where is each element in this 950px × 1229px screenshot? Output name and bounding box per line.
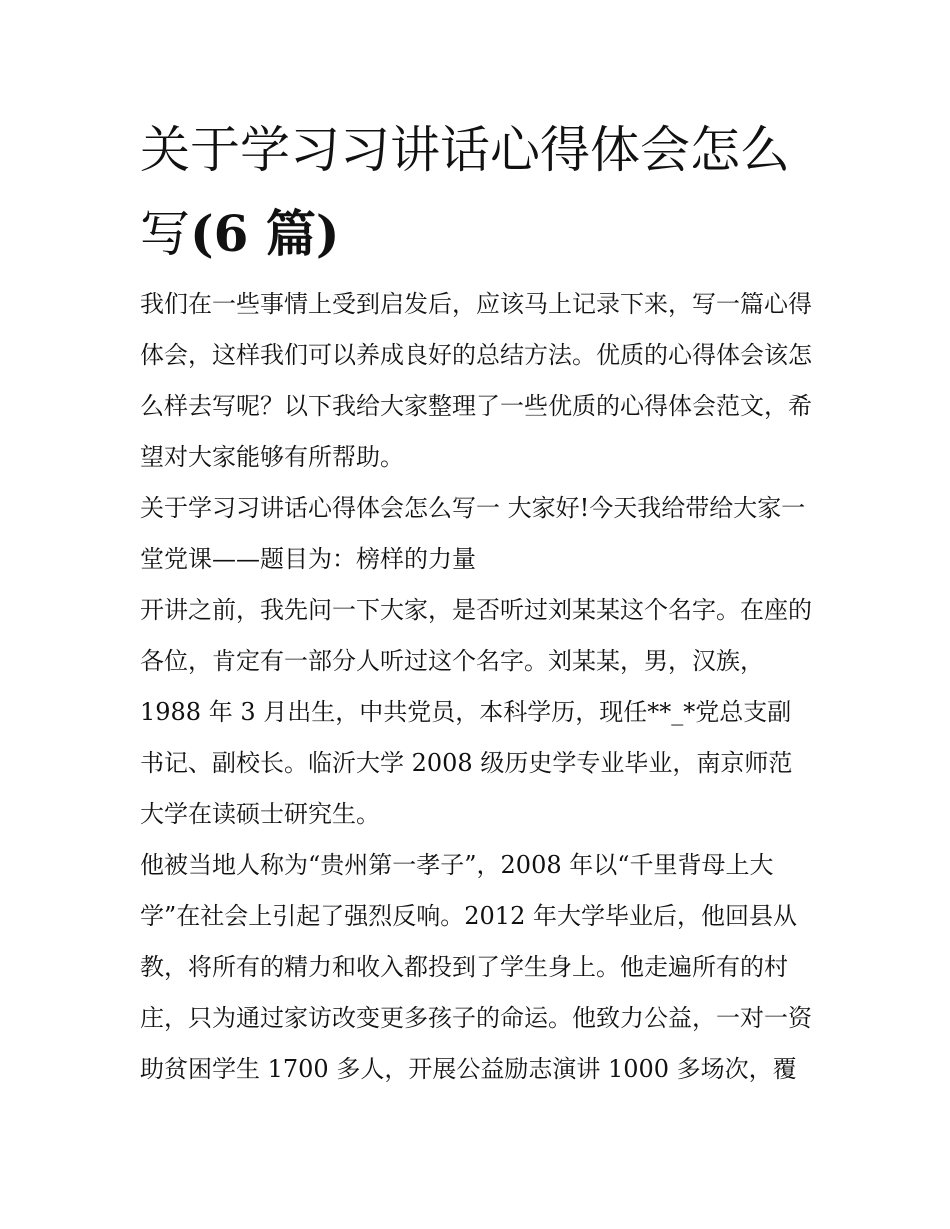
document-title-main: 关于学习习讲话心得体会怎么写 bbox=[140, 121, 790, 263]
paragraph-profile: 开讲之前，我先问一下大家，是否听过刘某某这个名字。在座的各位，肯定有一部分人听过这个名字。刘某某，男，汉族，1988 年 3 月出生，中共党员，本科学历，现任**_*党总支副书记、副校长。临沂大学 2008 级历史学专业毕业，南京师范大学在读硕士研究生。 bbox=[140, 596, 812, 828]
document-body bbox=[140, 279, 815, 1095]
document-title bbox=[140, 108, 820, 276]
document-title-count: (6 篇) bbox=[190, 204, 340, 263]
paragraph-intro: 我们在一些事情上受到启发后，应该马上记录下来，写一篇心得体会，这样我们可以养成良好的总结方法。优质的心得体会该怎么样去写呢？以下我给大家整理了一些优质的心得体会范文，希望对大家能够有所帮助。 bbox=[140, 290, 812, 471]
paragraph-section-one-heading: 关于学习习讲话心得体会怎么写一 大家好!今天我给带给大家一堂党课——题目为：榜样的力量 bbox=[140, 494, 806, 573]
paragraph-story: 他被当地人称为“贵州第一孝子”，2008 年以“千里背母上大学”在社会上引起了强烈反响。2012 年大学毕业后，他回县从教，将所有的精力和收入都投到了学生身上。他走遍所有的村庄，只为通过家访改变更多孩子的命运。他致力公益，一对一资助贫困学生 1700 多人，开展公益励志演讲 1000 多场次，覆 bbox=[140, 851, 812, 1083]
